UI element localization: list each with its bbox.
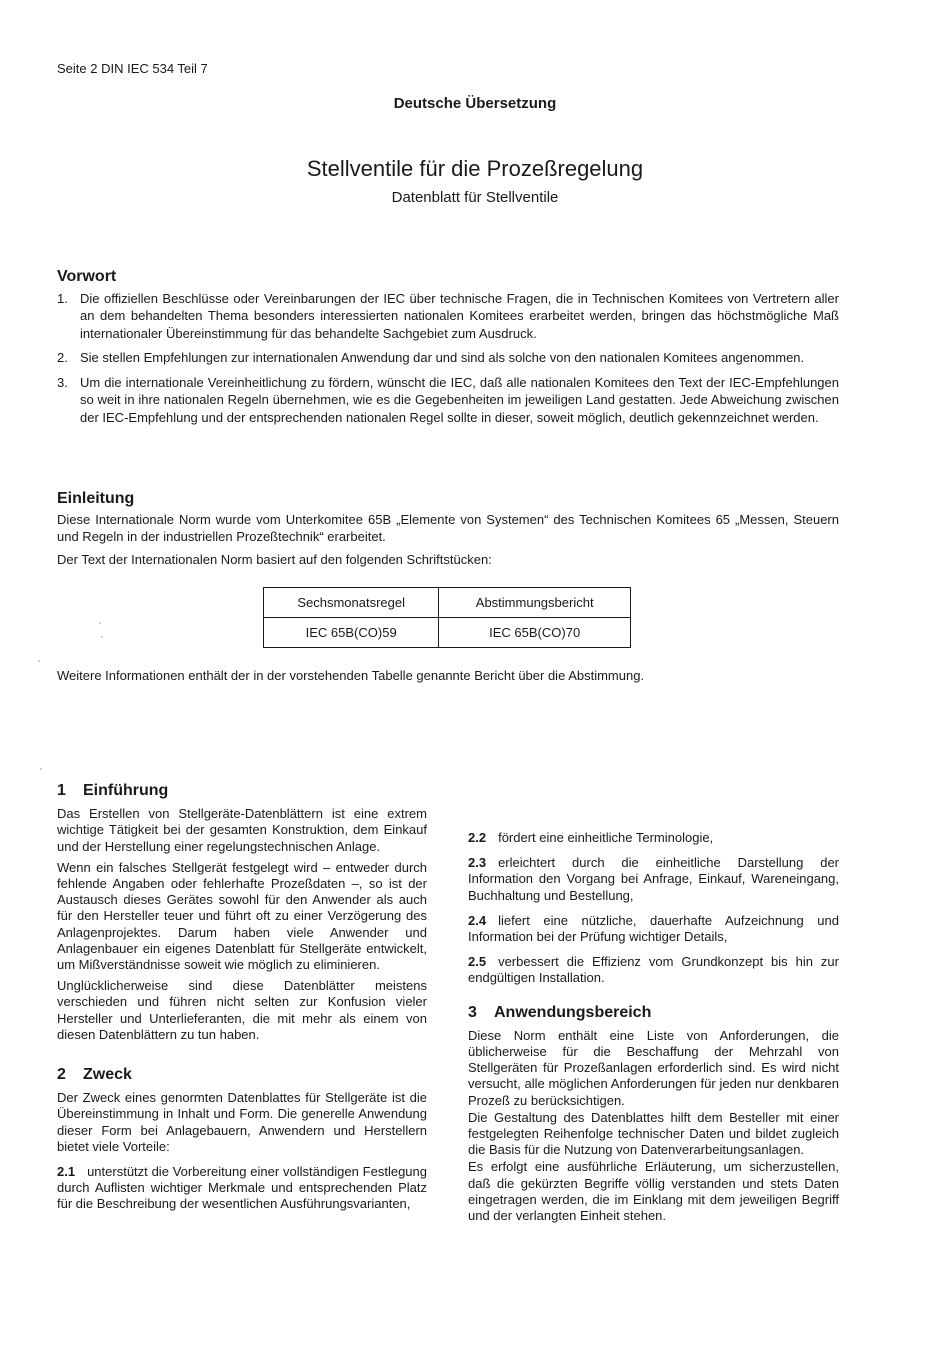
section-3-heading: [468, 1005, 839, 1021]
einleitung-heading: Einleitung: [57, 490, 135, 507]
vorwort-item: [57, 349, 839, 367]
vorwort-item: [57, 290, 839, 343]
translation-label: Deutsche Übersetzung: [393, 95, 557, 112]
item-text: unterstützt die Vorbereitung einer vollständigen Festlegung durch Auflisten wichtiger Merkmale und entsprechenden Platz für die Beschreibung der wesentlichen Ausführungsvarianten,: [57, 1164, 427, 1212]
item-number: 2.3: [468, 855, 487, 871]
vorwort-item-text: Um die internationale Vereinheitlichung zu fördern, wünscht die IEC, daß alle nationalen Komitees den Text der IEC-Empfehlungen so weit in ihre nationalen Regeln übernehmen, wie es die Gegebenheiten im jeweiligen Land gestatten. Jede Abweichung zwischen der IEC-Empfehlung und der entsprechenden nationalen Regel sollte in dieser, soweit möglich, deutlich gekennzeichnet werden.: [80, 374, 839, 425]
table-row: [264, 618, 631, 648]
table-cell: IEC 65B(CO)70: [439, 618, 631, 648]
section-title: Anwendungsbereich: [494, 1003, 652, 1021]
vorwort-item-text: Sie stellen Empfehlungen zur internationalen Anwendung dar und sind als solche von den nationalen Komitees angenommen.: [80, 350, 805, 365]
section-number: 2: [57, 1066, 66, 1084]
section-title: Einführung: [83, 782, 169, 799]
table-header-row: [264, 588, 631, 618]
vorwort-item-number: 2.: [57, 350, 68, 365]
margin-mark: [99, 622, 101, 624]
item-number: 2.4: [468, 912, 487, 928]
section-2-item: [468, 913, 839, 945]
margin-mark: [38, 660, 40, 662]
page-reference: Seite 2 DIN IEC 534 Teil 7: [57, 61, 208, 76]
table-cell: IEC 65B(CO)59: [264, 618, 439, 648]
vorwort-heading: Vorwort: [57, 268, 117, 285]
section-2-intro: Der Zweck eines genormten Datenblattes für Stellgeräte ist die Übereinstimmung in Inhalt und Form. Die generelle Anwendung dieser Form bei Anlagebauern, Anwendern und Herstellern bietet viele Vorteile:: [57, 1090, 427, 1154]
vorwort-list: [57, 290, 839, 427]
section-title: Zweck: [83, 1066, 132, 1084]
section-2-heading: [57, 1067, 427, 1083]
einleitung-footnote: Weitere Informationen enthält der in der vorstehenden Tabelle genannte Bericht über die Abstimmung.: [57, 668, 645, 683]
left-column: [57, 783, 427, 1218]
section-2-item: [468, 830, 839, 846]
document-title: Stellventile für die Prozeßregelung: [306, 156, 644, 181]
item-text: fördert eine einheitliche Terminologie,: [498, 830, 714, 845]
section-1-paragraph: Unglücklicherweise sind diese Datenblätter meistens verschieden und führen nicht selten zur Konfusion vieler Hersteller und Unterlieferanten, die mit mehr als einem von diesen Datenblättern zu tun haben.: [57, 978, 427, 1042]
einleitung-section: [57, 490, 839, 573]
item-text: liefert eine nützliche, dauerhafte Aufzeichnung und Information bei der Prüfung wichtiger Details,: [468, 912, 839, 945]
item-number: 2.5: [468, 954, 487, 970]
item-number: 2.1: [57, 1164, 76, 1180]
vorwort-item-number: 3.: [57, 374, 68, 390]
section-2-item: [468, 855, 839, 904]
section-3-paragraph: Diese Norm enthält eine Liste von Anforderungen, die üblicherweise für die Beschaffung der Mehrzahl von Stellgeräten für Prozeßanlagen erforderlich sind. Es wird nicht versucht, alle möglichen Anforderungen für jeden nur denkbaren Prozeß zu berücksichtigen.: [468, 1027, 839, 1108]
section-2-item: [468, 954, 839, 986]
table-header-cell: Sechsmonatsregel: [264, 588, 439, 618]
section-2-item: [57, 1164, 427, 1213]
margin-mark: [40, 768, 42, 770]
section-1-heading: [57, 783, 427, 799]
vorwort-item-number: 1.: [57, 290, 68, 306]
right-column: [468, 782, 839, 1229]
einleitung-paragraph: Diese Internationale Norm wurde vom Unterkomitee 65B „Elemente von Systemen“ des Technischen Komitees 65 „Messen, Steuern und Regeln in der industriellen Prozeßtechnik“ erarbeitet.: [57, 511, 839, 544]
item-text: verbessert die Effizienz vom Grundkonzept bis hin zur endgültigen Installation.: [468, 954, 839, 986]
table-header-cell: Abstimmungsbericht: [439, 588, 631, 618]
vorwort-section: [57, 268, 839, 433]
section-number: 1: [57, 782, 66, 799]
einleitung-paragraph: Der Text der Internationalen Norm basiert auf den folgenden Schriftstücken:: [57, 551, 492, 567]
documents-table: [263, 587, 631, 648]
section-number: 3: [468, 1003, 477, 1021]
section-1-paragraph: Wenn ein falsches Stellgerät festgelegt wird – entweder durch fehlende Angaben oder fehlerhafte Prozeßdaten –, so ist der Austausch dieses Gerätes sowohl für den Anwender als auch für den Hersteller teuer und führt oft zu einer Verzögerung des Anlagenprojektes. Darum haben viele Anwender und Anlagenbauer ein eigenes Datenblatt für Stellgeräte entwickelt, um Mißverständnisse soweit wie möglich zu eliminieren.: [57, 859, 427, 973]
margin-mark: [101, 636, 103, 638]
document-subtitle: Datenblatt für Stellventile: [391, 189, 559, 206]
section-1-paragraph: Das Erstellen von Stellgeräte-Datenblättern ist eine extrem wichtige Tätigkeit bei der gesamten Konstruktion, dem Einkauf und der Herstellung einer regelungstechnischen Anlage.: [57, 806, 427, 854]
item-number: 2.2: [468, 830, 487, 845]
section-3-paragraph: Es erfolgt eine ausführliche Erläuterung, um sicherzustellen, daß die gekürzten Begriffe völlig verstanden und stets Daten eingetragen werden, die im Einklang mit dem jeweiligen Begriff und der verlangten Einheit stehen.: [468, 1159, 839, 1224]
item-text: erleichtert durch die einheitliche Darstellung der Information den Vorgang bei Anfrage, Einkauf, Wareneingang, Buchhaltung und Bestellung,: [468, 855, 839, 903]
vorwort-item: [57, 374, 839, 427]
vorwort-item-text: Die offiziellen Beschlüsse oder Vereinbarungen der IEC über technische Fragen, die in Technischen Komitees von Vertretern aller an dem behandelten Thema besonders interessierten nationalen Komitees erarbeitet werden, bringen das höchstmögliche Maß internationaler Übereinstimmung für das behandelte Sachgebiet zum Ausdruck.: [80, 290, 839, 341]
section-3-paragraph: Die Gestaltung des Datenblattes hilft dem Besteller mit einer festgelegten Reihenfolge technischer Daten und bildet zugleich die Basis für die Nutzung von Datenverarbeitungsanlagen.: [468, 1109, 839, 1158]
